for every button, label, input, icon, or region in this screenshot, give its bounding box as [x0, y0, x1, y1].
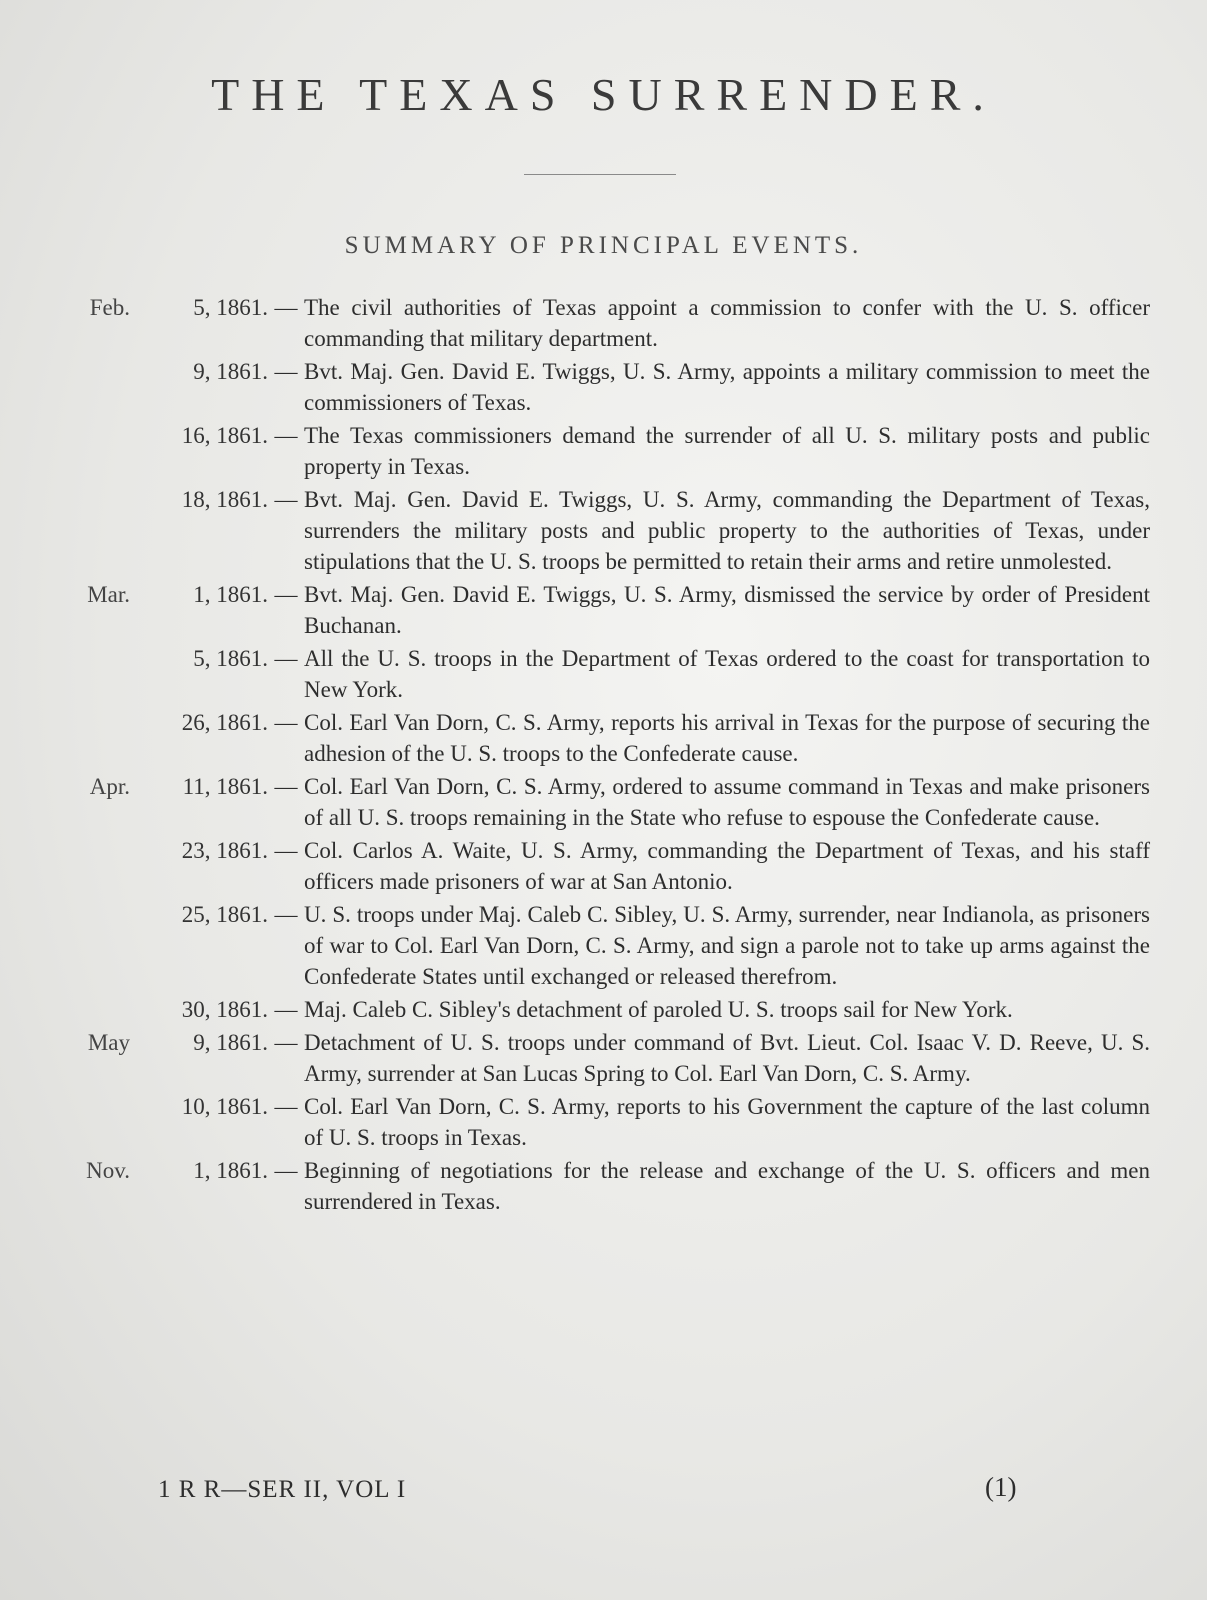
- event-month: [60, 643, 140, 705]
- event-dash: —: [274, 487, 298, 512]
- event-text: Col. Earl Van Dorn, C. S. Army, reports to his Government the capture of the last column of U. S. troops in Texas.: [304, 1094, 1150, 1150]
- event-dash: —: [274, 1158, 298, 1183]
- event-month: [60, 994, 140, 1025]
- event-month: [60, 707, 140, 769]
- event-month: [60, 899, 140, 992]
- event-entry: [60, 484, 1150, 577]
- event-text: Col. Earl Van Dorn, C. S. Army, ordered to assume command in Texas and make prisoners of all U. S. troops remaining in the State who refuse to espouse the Confederate cause.: [304, 774, 1150, 830]
- event-entry: [60, 994, 1150, 1025]
- event-month: [60, 356, 140, 418]
- event-dash: —: [274, 997, 298, 1022]
- event-month: [60, 835, 140, 897]
- event-entry: [60, 1155, 1150, 1217]
- event-entry: [60, 1091, 1150, 1153]
- event-dash: —: [274, 582, 298, 607]
- event-dash: —: [274, 295, 298, 320]
- event-text: Beginning of negotiations for the release and exchange of the U. S. officers and men surrendered in Texas.: [304, 1158, 1150, 1214]
- event-dash: —: [274, 902, 298, 927]
- event-text: Col. Carlos A. Waite, U. S. Army, commanding the Department of Texas, and his staff officers made prisoners of war at San Antonio.: [304, 838, 1150, 894]
- event-entry: [60, 1027, 1150, 1089]
- event-date: 25, 1861.: [181, 902, 268, 927]
- event-date: 11, 1861.: [182, 774, 268, 799]
- event-date: 1, 1861.: [193, 1158, 268, 1183]
- event-text: Col. Earl Van Dorn, C. S. Army, reports his arrival in Texas for the purpose of securing the adhesion of the U. S. troops to the Confederate cause.: [304, 710, 1150, 766]
- event-month: Feb.: [89, 295, 130, 320]
- event-entry: [60, 292, 1150, 354]
- event-dash: —: [274, 646, 298, 671]
- event-entry: [60, 579, 1150, 641]
- event-text: Maj. Caleb C. Sibley's detachment of paroled U. S. troops sail for New York.: [304, 997, 1013, 1022]
- footer-signature: 1 R R—SER II, VOL I: [158, 1476, 407, 1503]
- event-date: 18, 1861.: [181, 487, 268, 512]
- event-date: 26, 1861.: [181, 710, 268, 735]
- event-date: 1, 1861.: [193, 582, 268, 607]
- event-text: The civil authorities of Texas appoint a commission to confer with the U. S. officer commanding that military department.: [304, 295, 1150, 351]
- event-dash: —: [274, 359, 298, 384]
- event-entry: [60, 356, 1150, 418]
- event-entry: [60, 835, 1150, 897]
- event-dash: —: [274, 838, 298, 863]
- event-entry: [60, 707, 1150, 769]
- event-dash: —: [274, 774, 298, 799]
- events-list: [60, 292, 1150, 1219]
- event-date: 5, 1861.: [193, 646, 268, 671]
- event-month: Nov.: [86, 1158, 130, 1183]
- event-month: [60, 1091, 140, 1153]
- event-text: All the U. S. troops in the Department of Texas ordered to the coast for transportation to New York.: [304, 646, 1150, 702]
- page-title: THE TEXAS SURRENDER.: [211, 69, 996, 120]
- event-entry: [60, 643, 1150, 705]
- event-dash: —: [274, 710, 298, 735]
- event-text: The Texas commissioners demand the surrender of all U. S. military posts and public property in Texas.: [304, 423, 1150, 479]
- event-month: [60, 420, 140, 482]
- event-dash: —: [274, 1030, 298, 1055]
- event-date: 9, 1861.: [193, 1030, 268, 1055]
- event-date: 10, 1861.: [181, 1094, 268, 1119]
- event-dash: —: [274, 423, 298, 448]
- event-text: Bvt. Maj. Gen. David E. Twiggs, U. S. Army, appoints a military commission to meet the commissioners of Texas.: [304, 359, 1150, 415]
- event-date: 5, 1861.: [193, 295, 268, 320]
- event-entry: [60, 771, 1150, 833]
- event-date: 23, 1861.: [181, 838, 268, 863]
- event-month: Mar.: [87, 582, 130, 607]
- event-month: Apr.: [89, 774, 130, 799]
- event-month: May: [87, 1030, 130, 1055]
- event-dash: —: [274, 1094, 298, 1119]
- section-subtitle: SUMMARY OF PRINCIPAL EVENTS.: [344, 232, 863, 259]
- event-text: Bvt. Maj. Gen. David E. Twiggs, U. S. Army, dismissed the service by order of President Buchanan.: [304, 582, 1150, 638]
- event-month: [60, 484, 140, 577]
- event-text: U. S. troops under Maj. Caleb C. Sibley, U. S. Army, surrender, near Indianola, as prisoners of war to Col. Earl Van Dorn, C. S. Army, and sign a parole not to take up arms against the Confederate States until exchanged or released therefrom.: [304, 902, 1150, 989]
- event-date: 30, 1861.: [181, 997, 268, 1022]
- event-date: 9, 1861.: [193, 359, 268, 384]
- event-date: 16, 1861.: [181, 423, 268, 448]
- event-text: Bvt. Maj. Gen. David E. Twiggs, U. S. Army, commanding the Department of Texas, surrenders the military posts and public property to the authorities of Texas, under stipulations that the U. S. troops be permitted to retain their arms and retire unmolested.: [304, 487, 1150, 574]
- event-text: Detachment of U. S. troops under command of Bvt. Lieut. Col. Isaac V. D. Reeve, U. S. Army, surrender at San Lucas Spring to Col. Earl Van Dorn, C. S. Army.: [304, 1030, 1150, 1086]
- event-entry: [60, 899, 1150, 992]
- title-rule: [524, 174, 676, 175]
- page-number: (1): [985, 1472, 1017, 1502]
- event-entry: [60, 420, 1150, 482]
